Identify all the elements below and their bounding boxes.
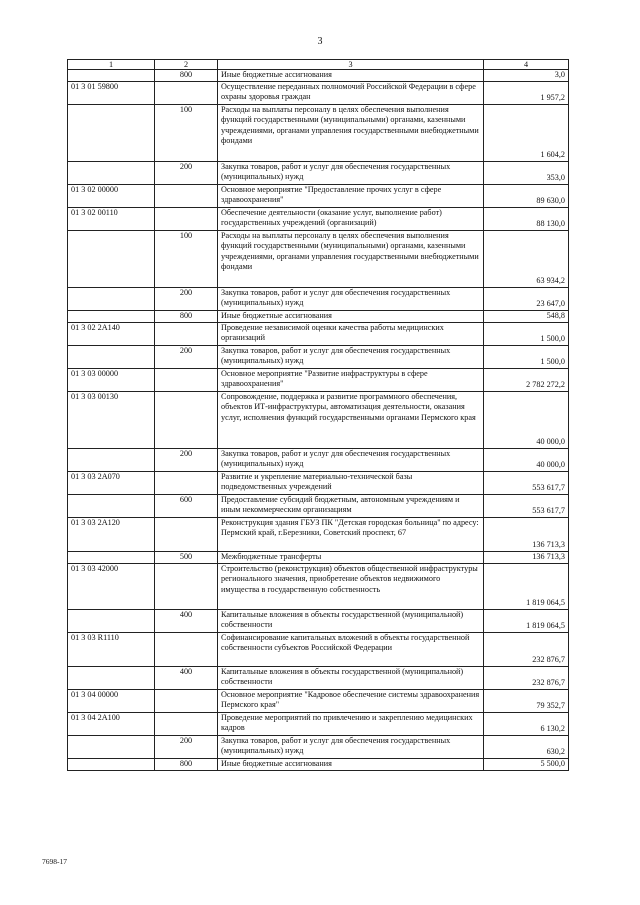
amount-cell: 136 713,3 (484, 517, 569, 551)
name-cell: Закупка товаров, работ и услуг для обеспечения государственных (муниципальных) нужд (218, 448, 484, 471)
amount-cell: 548,8 (484, 310, 569, 322)
code-cell: 01 3 02 2А140 (68, 322, 155, 345)
name-cell: Софинансирование капитальных вложений в объекты государственной собственности субъектов Российской Федерации (218, 632, 484, 666)
type-cell: 500 (155, 551, 218, 563)
name-cell: Межбюджетные трансферты (218, 551, 484, 563)
table-row (68, 161, 569, 184)
type-cell: 100 (155, 104, 218, 161)
code-cell (68, 735, 155, 758)
code-cell (68, 104, 155, 161)
code-cell (68, 551, 155, 563)
table-row (68, 517, 569, 551)
code-cell (68, 609, 155, 632)
document-code: 7698-17 (42, 857, 67, 866)
type-cell (155, 563, 218, 609)
type-cell (155, 322, 218, 345)
name-cell: Иные бюджетные ассигнования (218, 70, 484, 82)
code-cell: 01 3 03 00130 (68, 391, 155, 448)
type-cell (155, 517, 218, 551)
code-cell: 01 3 01 59800 (68, 81, 155, 104)
amount-cell: 3,0 (484, 70, 569, 82)
amount-cell: 89 630,0 (484, 184, 569, 207)
type-cell: 100 (155, 230, 218, 287)
type-cell (155, 81, 218, 104)
code-cell: 01 3 04 2А100 (68, 712, 155, 735)
code-cell: 01 3 02 00110 (68, 207, 155, 230)
table-row (68, 310, 569, 322)
type-cell (155, 391, 218, 448)
amount-cell: 136 713,3 (484, 551, 569, 563)
name-cell: Закупка товаров, работ и услуг для обеспечения государственных (муниципальных) нужд (218, 735, 484, 758)
amount-cell: 1 819 064,5 (484, 609, 569, 632)
name-cell: Развитие и укрепление материально-технической базы подведомственных учреждений (218, 471, 484, 494)
code-cell (68, 494, 155, 517)
table-row (68, 70, 569, 82)
name-cell: Строительство (реконструкция) объектов общественной инфраструктуры регионального значения, приобретение объектов недвижимого имущества в государственную собственность (218, 563, 484, 609)
table-row (68, 391, 569, 448)
amount-cell: 1 500,0 (484, 322, 569, 345)
name-cell: Осуществление переданных полномочий Российской Федерации в сфере охраны здоровья граждан (218, 81, 484, 104)
type-cell: 800 (155, 70, 218, 82)
table-row (68, 712, 569, 735)
amount-cell: 553 617,7 (484, 471, 569, 494)
page-number: 3 (317, 36, 323, 47)
name-cell: Расходы на выплаты персоналу в целях обеспечения выполнения функций государственными (муниципальными) органами, казенными учреждениями, органами управления государственными внебюджетными фондами (218, 230, 484, 287)
header-cell-2: 2 (155, 60, 218, 70)
code-cell (68, 758, 155, 770)
name-cell: Проведение мероприятий по привлечению и закреплению медицинских кадров (218, 712, 484, 735)
name-cell: Основное мероприятие "Развитие инфраструктуры в сфере здравоохранения" (218, 368, 484, 391)
type-cell: 200 (155, 448, 218, 471)
table-row (68, 563, 569, 609)
type-cell: 400 (155, 666, 218, 689)
type-cell (155, 207, 218, 230)
code-cell (68, 70, 155, 82)
table-row (68, 104, 569, 161)
table-row (68, 758, 569, 770)
type-cell: 600 (155, 494, 218, 517)
code-cell: 01 3 04 00000 (68, 689, 155, 712)
table-row (68, 448, 569, 471)
name-cell: Иные бюджетные ассигнования (218, 758, 484, 770)
table-row (68, 471, 569, 494)
table-row (68, 287, 569, 310)
table-row (68, 689, 569, 712)
code-cell: 01 3 03 42000 (68, 563, 155, 609)
name-cell: Основное мероприятие "Предоставление прочих услуг в сфере здравоохранения" (218, 184, 484, 207)
name-cell: Проведение независимой оценки качества работы медицинских организаций (218, 322, 484, 345)
type-cell (155, 632, 218, 666)
name-cell: Реконструкция здания ГБУЗ ПК "Детская городская больница" по адресу: Пермский край, г.Березники, Советский проспект, 67 (218, 517, 484, 551)
table-row (68, 551, 569, 563)
code-cell (68, 287, 155, 310)
name-cell: Капитальные вложения в объекты государственной (муниципальной) собственности (218, 666, 484, 689)
name-cell: Закупка товаров, работ и услуг для обеспечения государственных (муниципальных) нужд (218, 345, 484, 368)
name-cell: Закупка товаров, работ и услуг для обеспечения государственных (муниципальных) нужд (218, 161, 484, 184)
header-cell-3: 3 (218, 60, 484, 70)
type-cell: 800 (155, 310, 218, 322)
name-cell: Основное мероприятие "Кадровое обеспечение системы здравоохранения Пермского края" (218, 689, 484, 712)
table-row (68, 345, 569, 368)
table-row (68, 666, 569, 689)
header-cell-1: 1 (68, 60, 155, 70)
code-cell: 01 3 03 2А070 (68, 471, 155, 494)
amount-cell: 1 957,2 (484, 81, 569, 104)
amount-cell: 232 876,7 (484, 632, 569, 666)
name-cell: Капитальные вложения в объекты государственной (муниципальной) собственности (218, 609, 484, 632)
code-cell: 01 3 03 R1110 (68, 632, 155, 666)
amount-cell: 353,0 (484, 161, 569, 184)
code-cell (68, 345, 155, 368)
code-cell (68, 448, 155, 471)
name-cell: Иные бюджетные ассигнования (218, 310, 484, 322)
amount-cell: 630,2 (484, 735, 569, 758)
table-row (68, 735, 569, 758)
amount-cell: 63 934,2 (484, 230, 569, 287)
code-cell (68, 230, 155, 287)
code-cell (68, 310, 155, 322)
amount-cell: 5 500,0 (484, 758, 569, 770)
type-cell: 200 (155, 287, 218, 310)
code-cell: 01 3 03 00000 (68, 368, 155, 391)
code-cell: 01 3 02 00000 (68, 184, 155, 207)
amount-cell: 1 604,2 (484, 104, 569, 161)
table-row (68, 632, 569, 666)
type-cell (155, 712, 218, 735)
table-header-row (68, 60, 569, 70)
amount-cell: 2 782 272,2 (484, 368, 569, 391)
amount-cell: 1 819 064,5 (484, 563, 569, 609)
name-cell: Закупка товаров, работ и услуг для обеспечения государственных (муниципальных) нужд (218, 287, 484, 310)
table-row (68, 494, 569, 517)
name-cell: Предоставление субсидий бюджетным, автономным учреждениям и иным некоммерческим организациям (218, 494, 484, 517)
amount-cell: 1 500,0 (484, 345, 569, 368)
type-cell (155, 471, 218, 494)
name-cell: Обеспечение деятельности (оказание услуг, выполнение работ) государственных учреждений (организаций) (218, 207, 484, 230)
header-cell-4: 4 (484, 60, 569, 70)
table-row (68, 230, 569, 287)
type-cell (155, 184, 218, 207)
code-cell (68, 161, 155, 184)
amount-cell: 40 000,0 (484, 448, 569, 471)
type-cell (155, 368, 218, 391)
code-cell: 01 3 03 2А120 (68, 517, 155, 551)
budget-table (67, 59, 569, 771)
amount-cell: 553 617,7 (484, 494, 569, 517)
type-cell: 800 (155, 758, 218, 770)
amount-cell: 23 647,0 (484, 287, 569, 310)
type-cell: 200 (155, 735, 218, 758)
table-row (68, 368, 569, 391)
table-row (68, 609, 569, 632)
type-cell: 400 (155, 609, 218, 632)
name-cell: Сопровождение, поддержка и развитие программного обеспечения, объектов ИТ-инфраструктуры, автоматизация деятельности, оказания услуг, исполнения функций государственными органами Пермского края (218, 391, 484, 448)
amount-cell: 6 130,2 (484, 712, 569, 735)
type-cell (155, 689, 218, 712)
amount-cell: 88 130,0 (484, 207, 569, 230)
table-row (68, 81, 569, 104)
name-cell: Расходы на выплаты персоналу в целях обеспечения выполнения функций государственными (муниципальными) органами, казенными учреждениями, органами управления государственными внебюджетными фондами (218, 104, 484, 161)
table-row (68, 184, 569, 207)
type-cell: 200 (155, 345, 218, 368)
table-row (68, 322, 569, 345)
amount-cell: 79 352,7 (484, 689, 569, 712)
type-cell: 200 (155, 161, 218, 184)
amount-cell: 40 000,0 (484, 391, 569, 448)
amount-cell: 232 876,7 (484, 666, 569, 689)
code-cell (68, 666, 155, 689)
table-row (68, 207, 569, 230)
